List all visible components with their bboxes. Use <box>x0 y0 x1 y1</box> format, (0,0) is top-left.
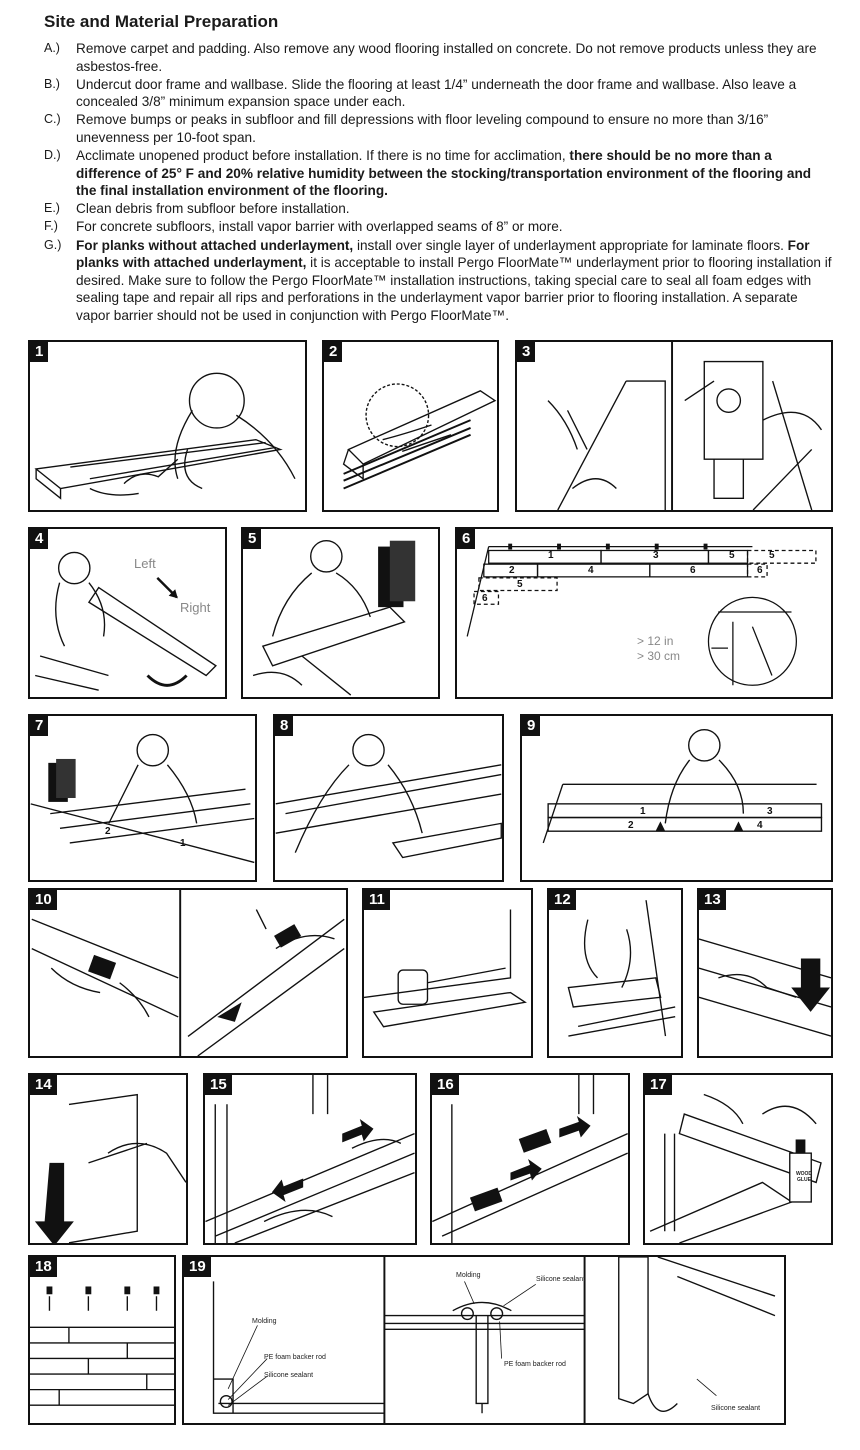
plank-label-2: 2 <box>105 826 111 837</box>
tapping-under-door-frame-illustration <box>432 1075 628 1243</box>
figure-18 <box>28 1255 176 1425</box>
plank-label-4: 4 <box>588 565 594 576</box>
backer-rod-label: PE foam backer rod <box>264 1354 326 1361</box>
step-text-bold: there should be no more than a difference of 25° F and 20% relative humidity between the stocking/transportation environment of the flooring and the final installation environment of the flooring. <box>76 148 812 199</box>
wood-glue-label: WOOD GLUE <box>795 1171 813 1183</box>
hammering-edge-illustration <box>30 1075 186 1243</box>
figure-number: 7 <box>30 716 48 736</box>
step-item <box>44 218 834 236</box>
figure-1 <box>28 340 307 512</box>
plank-label-5-next: 5 <box>769 550 775 561</box>
figure-16 <box>430 1073 630 1245</box>
joining-short-ends-illustration <box>522 716 831 880</box>
figure-number: 18 <box>30 1257 57 1277</box>
silicone-sealant-label-right: Silicone sealant <box>711 1405 761 1412</box>
pull-bar-at-wall-illustration <box>364 890 531 1056</box>
molding-detail-diagrams <box>184 1257 784 1423</box>
step-text: Clean debris from subfloor before installation. <box>76 201 350 217</box>
step-label: E.) <box>44 201 60 216</box>
silicone-sealant-label: Silicone sealant <box>264 1372 314 1379</box>
angling-plank-into-row-illustration <box>275 716 502 880</box>
figure-14 <box>28 1073 188 1245</box>
worker-laying-first-row-illustration <box>30 529 225 697</box>
step-label: B.) <box>44 76 60 91</box>
completed-floor-illustration <box>30 1257 174 1423</box>
figure-15 <box>203 1073 417 1245</box>
installing-second-row-illustration <box>30 716 255 880</box>
step-label: D.) <box>44 148 61 163</box>
saw-cutting-plank-illustration <box>324 342 497 510</box>
step-text: Undercut door frame and wallbase. Slide the flooring at least 1/4” underneath the door frame and wallbase. Also leave a concealed 3/8” minimum expansion space under each. <box>76 76 797 110</box>
worker-inspecting-plank-illustration <box>30 342 305 510</box>
step-text: install over single layer of underlayment appropriate for laminate floors. <box>353 237 788 253</box>
figure-3 <box>515 340 833 512</box>
step-label: G.) <box>44 237 62 252</box>
step-text: Acclimate unopened product before installation. If there is no time for acclimation, <box>76 148 570 164</box>
figure-number: 2 <box>324 342 342 362</box>
figure-number: 19 <box>184 1257 211 1277</box>
plank-label-6: 6 <box>690 565 696 576</box>
figure-number: 4 <box>30 529 48 549</box>
figure-9 <box>520 714 833 882</box>
step-item <box>44 147 834 200</box>
figure-number: 12 <box>549 890 576 910</box>
plank-label-6-next: 6 <box>757 565 763 576</box>
figure-number: 13 <box>699 890 726 910</box>
figure-number: 17 <box>645 1075 672 1095</box>
figure-number: 14 <box>30 1075 57 1095</box>
plank-label-1: 1 <box>180 838 186 849</box>
step-item <box>44 111 834 146</box>
offset-cm-label: > 30 cm <box>637 649 681 663</box>
gluing-end-plank-illustration <box>645 1075 831 1243</box>
section-title: Site and Material Preparation <box>44 12 279 31</box>
step-text-bold: For planks without attached underlayment, <box>76 237 354 253</box>
preparation-steps <box>44 40 834 325</box>
figure-number: 15 <box>205 1075 232 1095</box>
figure-8 <box>273 714 504 882</box>
plank-label-2: 2 <box>509 565 515 576</box>
direction-left-label: Left <box>134 556 156 571</box>
step-item <box>44 76 834 111</box>
undercutting-door-frame-illustration <box>517 342 831 510</box>
figure-11 <box>362 888 533 1058</box>
figure-number: 10 <box>30 890 57 910</box>
step-item <box>44 200 834 218</box>
plank-label-5-row3: 5 <box>517 579 523 590</box>
plank-label-1: 1 <box>548 550 554 561</box>
figure-12 <box>547 888 683 1058</box>
step-text: For concrete subfloors, install vapor barrier with overlapped seams of 8” or more. <box>76 219 563 235</box>
figure-10 <box>28 888 348 1058</box>
figure-number: 1 <box>30 342 48 362</box>
step-text-bold: For planks with attached underlayment, <box>76 237 810 271</box>
figure-19 <box>182 1255 786 1425</box>
step-text: Remove bumps or peaks in subfloor and fill depressions with floor leveling compound to ensure no more than 3/16” unevenness per 10-foot span. <box>76 112 769 145</box>
plank-label-4: 4 <box>757 820 763 831</box>
step-item <box>44 237 834 325</box>
figure-5 <box>241 527 440 699</box>
offset-inches-label: > 12 in <box>637 634 674 648</box>
figure-number: 3 <box>517 342 535 362</box>
figure-number: 11 <box>364 890 390 910</box>
figure-17 <box>643 1073 833 1245</box>
plank-label-6-row4: 6 <box>482 593 488 604</box>
plank-label-3: 3 <box>767 806 773 817</box>
plank-label-5: 5 <box>729 550 735 561</box>
figure-number: 5 <box>243 529 261 549</box>
molding-label: Molding <box>252 1318 277 1325</box>
door-frame-installation-illustration <box>205 1075 415 1243</box>
pressing-plank-down-illustration <box>699 890 831 1056</box>
plank-label-2: 2 <box>628 820 634 831</box>
plank-label-3: 3 <box>653 550 659 561</box>
backer-rod-label-center: PE foam backer rod <box>504 1361 566 1368</box>
spacer-placement-illustration <box>243 529 438 697</box>
silicone-sealant-label-center: Silicone sealant <box>536 1276 586 1283</box>
step-item <box>44 40 834 75</box>
step-label: F.) <box>44 219 58 234</box>
figure-2 <box>322 340 499 512</box>
figure-6 <box>455 527 833 699</box>
figure-4 <box>28 527 227 699</box>
molding-label-center: Molding <box>456 1272 481 1279</box>
direction-right-label: Right <box>180 600 211 615</box>
step-text: it is acceptable to install Pergo FloorMate™ underlayment prior to flooring installation if desired. Make sure to follow the Pergo FloorMate™ installation instructions, taking special care to seal all foam edges with sealing tape and repair all rips and perforations in the underlayment vapor barrier prior to flooring installation. A separate vapor barrier should not be used in conjunction with Pergo FloorMate™. <box>76 255 832 323</box>
figure-number: 9 <box>522 716 540 736</box>
figure-number: 16 <box>432 1075 459 1095</box>
step-label: C.) <box>44 112 61 127</box>
step-text: Remove carpet and padding. Also remove any wood flooring installed on concrete. Do not remove products unless they are asbestos-free. <box>76 41 817 74</box>
marking-last-plank-illustration <box>549 890 681 1056</box>
tapping-block-illustration <box>30 890 346 1056</box>
figure-13 <box>697 888 833 1058</box>
step-label: A.) <box>44 41 60 55</box>
plank-label-1: 1 <box>640 806 646 817</box>
figure-number: 6 <box>457 529 475 549</box>
figure-7 <box>28 714 257 882</box>
figure-number: 8 <box>275 716 293 736</box>
